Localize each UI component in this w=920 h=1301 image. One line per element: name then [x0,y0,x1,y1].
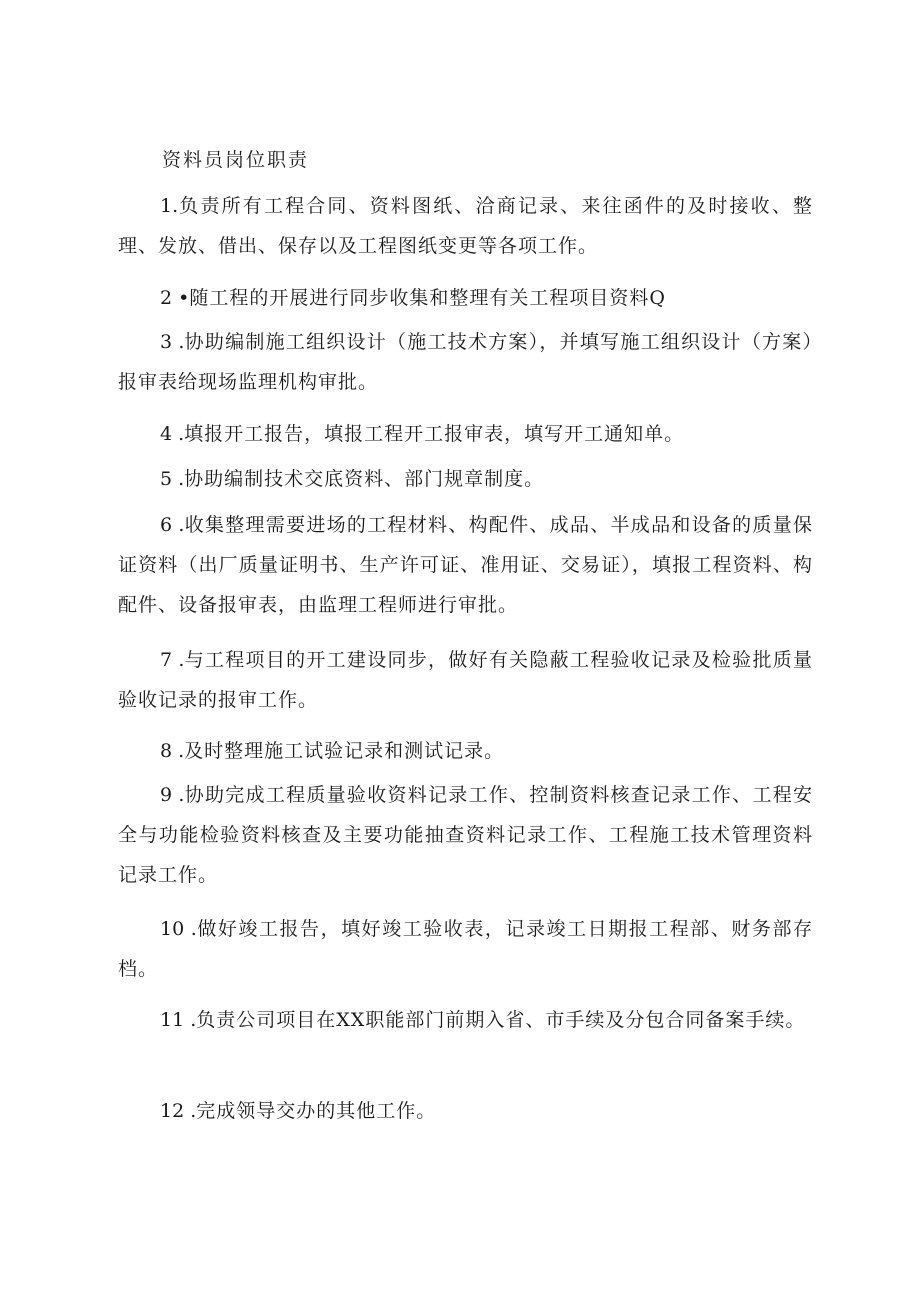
item-number: 11 . [160,1009,197,1031]
item-number: 5 . [160,468,185,490]
duty-item-7 [118,640,813,720]
item-text: 负责所有工程合同、资料图纸、洽商记录、来往函件的及时接收、整理、发放、借出、保存以及工程图纸变更等各项工作。 [118,195,813,257]
duty-item-1 [118,186,813,266]
item-number: 2 • [160,287,190,309]
duty-item-12 [118,1091,813,1131]
item-number: 10 . [160,918,197,940]
document-title: 资料员岗位职责 [162,149,310,171]
item-number: 6 . [160,514,185,536]
item-text: 协助编制施工组织设计（施工技术方案），并填写施工组织设计（方案）报审表给现场监理机构审批。 [118,331,813,393]
item-number: 8 . [160,740,185,762]
item-text: 收集整理需要进场的工程材料、构配件、成品、半成品和设备的质量保证资料（出厂质量证明书、生产许可证、准用证、交易证），填报工程资料、构配件、设备报审表，由监理工程师进行审批。 [118,514,813,616]
item-number: 9 . [160,784,185,806]
item-text: 协助完成工程质量验收资料记录工作、控制资料核查记录工作、工程安全与功能检验资料核查及主要功能抽查资料记录工作、工程施工技术管理资料记录工作。 [118,784,813,886]
item-text: 完成领导交办的其他工作。 [196,1100,437,1122]
item-text: 及时整理施工试验记录和测试记录。 [184,740,505,762]
duty-item-10 [118,909,813,989]
item-number: 3 . [160,331,185,353]
item-text: 做好竣工报告，填好竣工验收表，记录竣工日期报工程部、财务部存档。 [118,918,813,980]
item-text: 随工程的开展进行同步收集和整理有关工程项目资料Q [189,287,666,309]
item-number: 1. [160,195,179,217]
item-number: 7 . [160,649,185,671]
duty-item-2 [118,278,813,318]
item-text: 协助编制技术交底资料、部门规章制度。 [184,468,545,490]
item-number: 4 . [160,423,185,445]
duty-item-5 [118,459,813,499]
duty-item-6 [118,505,813,625]
item-number: 12 . [160,1100,197,1122]
item-text: 与工程项目的开工建设同步，做好有关隐蔽工程验收记录及检验批质量验收记录的报审工作。 [118,649,813,711]
duty-item-8 [118,731,813,771]
duty-item-3 [118,322,813,402]
item-text: 填报开工报告，填报工程开工报审表，填写开工通知单。 [184,423,685,445]
item-text: 负责公司项目在XX职能部门前期入省、市手续及分包合同备案手续。 [196,1009,806,1031]
duty-item-4 [118,414,813,454]
duty-item-9 [118,775,813,895]
duty-item-11 [118,1000,813,1040]
